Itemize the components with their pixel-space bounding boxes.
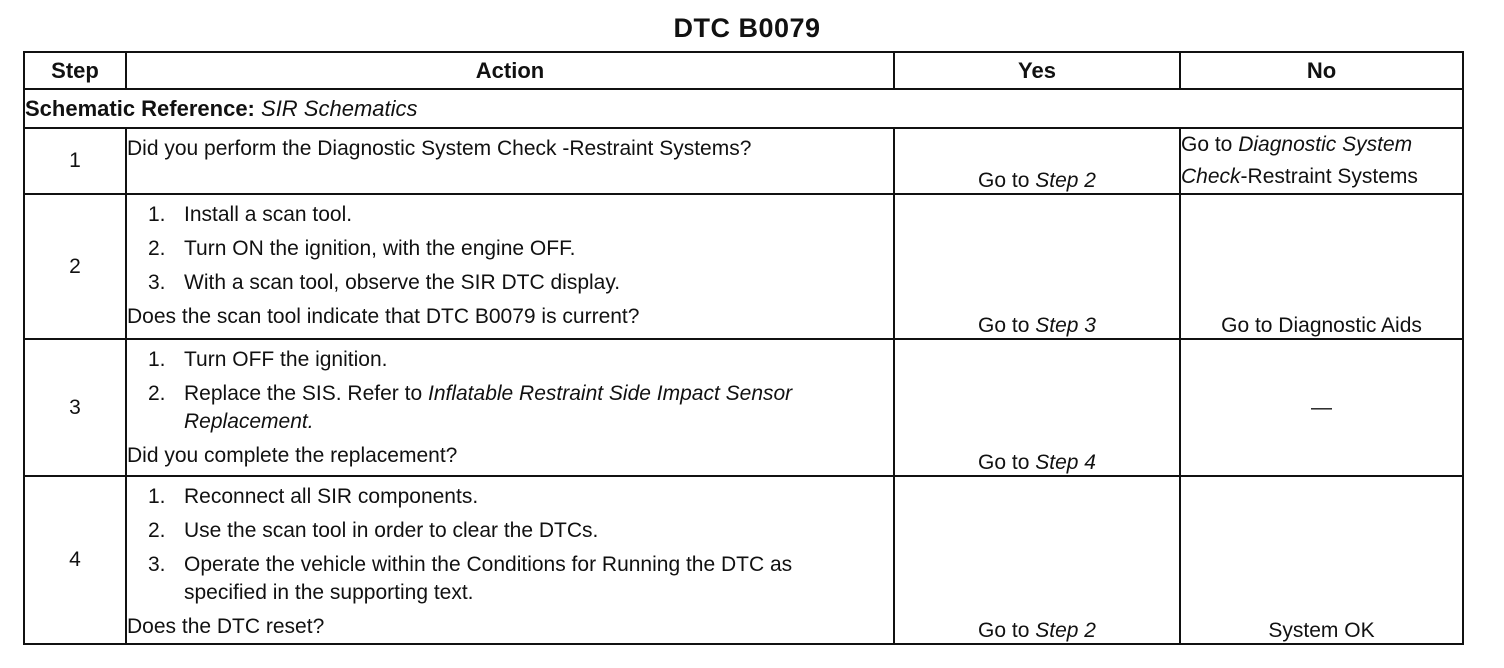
- step-number: 1: [24, 128, 126, 194]
- replacement-procedure-link[interactable]: Inflatable Restraint Side Impact Sensor Replacement.: [184, 382, 793, 433]
- list-item: 3. Operate the vehicle within the Conditions for Running the DTC as specified in the supporting text.: [148, 553, 793, 604]
- list-item: 2. Replace the SIS. Refer to Inflatable Restraint Side Impact Sensor Replacement.: [148, 382, 793, 433]
- action-cell: [126, 339, 894, 476]
- yes-prefix: Go to: [978, 314, 1030, 337]
- table-row: [24, 128, 1463, 194]
- no-text: System OK: [1268, 619, 1375, 642]
- no-cell: [1180, 476, 1463, 644]
- no-cell: [1180, 194, 1463, 339]
- schematic-reference-link[interactable]: SIR Schematics: [261, 95, 418, 121]
- yes-step-link[interactable]: Step 2: [1035, 619, 1096, 642]
- header-no: No: [1180, 52, 1463, 89]
- schematic-reference-row: [24, 89, 1463, 128]
- table-row: [24, 194, 1463, 339]
- action-list: [127, 346, 893, 436]
- dtc-table: [23, 51, 1464, 645]
- action-cell: [126, 128, 894, 194]
- list-item: 2. Use the scan tool in order to clear the DTCs.: [148, 519, 599, 542]
- no-dash: —: [1311, 395, 1332, 419]
- no-suffix: -Restraint Systems: [1240, 165, 1418, 188]
- list-item: 1. Turn OFF the ignition.: [148, 348, 388, 371]
- yes-step-link[interactable]: Step 4: [1035, 451, 1096, 474]
- table-row: [24, 476, 1463, 644]
- table-row: [24, 339, 1463, 476]
- action-question: Did you complete the replacement?: [127, 444, 458, 467]
- no-cell: [1180, 339, 1463, 476]
- yes-prefix: Go to: [978, 451, 1030, 474]
- action-question: Does the DTC reset?: [127, 615, 325, 638]
- action-list: [127, 483, 893, 607]
- yes-cell: [894, 128, 1180, 194]
- step-number: 3: [24, 339, 126, 476]
- list-item: 3. With a scan tool, observe the SIR DTC display.: [148, 271, 621, 294]
- action-question: Does the scan tool indicate that DTC B0079 is current?: [127, 305, 640, 328]
- header-action: Action: [126, 52, 894, 89]
- yes-cell: [894, 194, 1180, 339]
- step-number: 2: [24, 194, 126, 339]
- header-step: Step: [24, 52, 126, 89]
- yes-cell: [894, 476, 1180, 644]
- schematic-reference-label: Schematic Reference:: [25, 95, 255, 121]
- no-prefix: Go to: [1181, 133, 1233, 156]
- list-item: 2. Turn ON the ignition, with the engine OFF.: [148, 237, 576, 260]
- action-list: [127, 201, 893, 297]
- yes-cell: [894, 339, 1180, 476]
- header-yes: Yes: [894, 52, 1180, 89]
- action-cell: [126, 476, 894, 644]
- yes-step-link[interactable]: Step 2: [1035, 169, 1096, 192]
- yes-step-link[interactable]: Step 3: [1035, 314, 1096, 337]
- list-item: 1. Install a scan tool.: [148, 203, 353, 226]
- yes-prefix: Go to: [978, 169, 1030, 192]
- no-cell: [1180, 128, 1463, 194]
- action-cell: [126, 194, 894, 339]
- list-item: 1. Reconnect all SIR components.: [148, 485, 479, 508]
- schematic-reference: [24, 89, 1463, 128]
- no-link-check[interactable]: Check: [1181, 165, 1241, 188]
- step-number: 4: [24, 476, 126, 644]
- header-row: [24, 52, 1463, 89]
- action-question: Did you perform the Diagnostic System Check -Restraint Systems?: [127, 137, 752, 160]
- yes-prefix: Go to: [978, 619, 1030, 642]
- no-link-diagnostic-system[interactable]: Diagnostic System: [1238, 133, 1413, 156]
- page-title: DTC B0079: [673, 13, 821, 43]
- no-text[interactable]: Go to Diagnostic Aids: [1221, 314, 1422, 337]
